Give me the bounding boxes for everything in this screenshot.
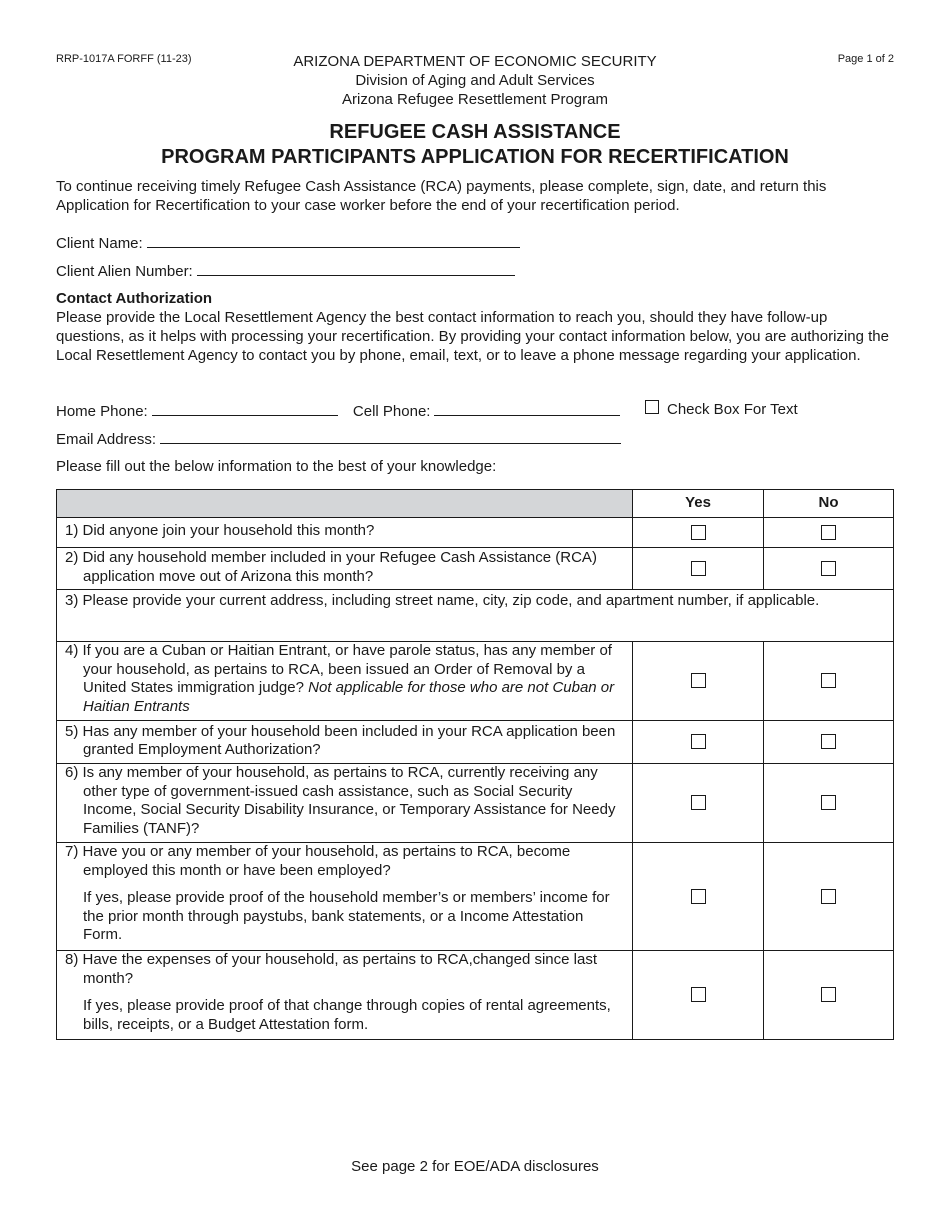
email-label: Email Address: (56, 431, 157, 448)
cell-phone-label: Cell Phone: (352, 403, 431, 420)
table-row (57, 843, 894, 951)
client-name-field[interactable] (147, 233, 520, 248)
q8-yes-checkbox[interactable] (691, 987, 706, 1002)
question-8-text: 8) Have the expenses of your household, as pertains to RCA,changed since last month? (65, 951, 597, 987)
contact-heading: Contact Authorization (56, 290, 213, 307)
question-2: 2) Did any household member included in your Refugee Cash Assistance (RCA) application move out of Arizona this month? (57, 548, 633, 590)
text-checkbox-label: Check Box For Text (667, 401, 798, 418)
q7-yes-checkbox[interactable] (691, 889, 706, 904)
title-line-2: PROGRAM PARTICIPANTS APPLICATION FOR RECERTIFICATION (161, 146, 789, 168)
question-8-followup: If yes, please provide proof of that change through copies of rental agreements, bills, receipts, or a Budget Attestation form. (83, 997, 611, 1033)
client-alien-label: Client Alien Number: (56, 263, 193, 280)
phone-row (56, 401, 620, 421)
questions-table (56, 489, 894, 1040)
client-name-label: Client Name: (56, 235, 143, 252)
q1-no-checkbox[interactable] (821, 525, 836, 540)
header-yes: Yes (633, 490, 764, 518)
contact-body: Please provide the Local Resettlement Agency the best contact information to reach you, should they have follow-up questions, as it helps with processing your recertification. By providing your contact information below, you are authorizing the Local Resettlement Agency to contact you by phone, email, text, or to leave a phone message regarding your application. (56, 309, 889, 364)
agency-name: ARIZONA DEPARTMENT OF ECONOMIC SECURITY (293, 53, 657, 70)
division-name: Division of Aging and Adult Services (355, 72, 595, 89)
q5-no-checkbox[interactable] (821, 734, 836, 749)
table-row (57, 951, 894, 1040)
home-phone-label: Home Phone: (56, 403, 148, 420)
email-row (56, 429, 621, 449)
q4-no-checkbox[interactable] (821, 673, 836, 688)
intro-text: To continue receiving timely Refugee Cash Assistance (RCA) payments, please complete, sign, date, and return this Application for Recertification to your case worker before the end of your recertification period. (56, 178, 827, 214)
text-checkbox-row (645, 400, 798, 419)
q7-no-checkbox[interactable] (821, 889, 836, 904)
question-6: 6) Is any member of your household, as pertains to RCA, currently receiving any other type of government-issued cash assistance, such as Social Security Income, Social Security Disability Insurance, or Temporary Assistance for Needy Families (TANF)? (57, 764, 633, 843)
table-row (57, 518, 894, 548)
q5-yes-checkbox[interactable] (691, 734, 706, 749)
question-7-text: 7) Have you or any member of your household, as pertains to RCA, become employed this month or have been employed? (65, 843, 571, 879)
q2-no-checkbox[interactable] (821, 561, 836, 576)
table-header-row (57, 490, 894, 518)
question-7-followup: If yes, please provide proof of the household member’s or members’ income for the prior month through paystubs, bank statements, or a Income Attestation Form. (83, 889, 610, 943)
page-number: Page 1 of 2 (837, 53, 894, 65)
question-3[interactable] (57, 590, 894, 642)
title-line-1: REFUGEE CASH ASSISTANCE (329, 121, 621, 143)
cell-phone-field[interactable] (434, 401, 620, 416)
question-4-text: 4) If you are a Cuban or Haitian Entrant, or have parole status, has any member of your household, as pertains to RCA, been issued an Order of Removal by a United States immigration judge? (65, 642, 612, 696)
q6-yes-checkbox[interactable] (691, 795, 706, 810)
form-title (0, 120, 950, 170)
table-row (57, 764, 894, 843)
table-row (57, 548, 894, 590)
question-4-note: Not applicable for those who are not Cuban or Haitian Entrants (83, 679, 615, 715)
client-alien-field[interactable] (197, 261, 515, 276)
q4-yes-checkbox[interactable] (691, 673, 706, 688)
form-code: RRP-1017A FORFF (11-23) (56, 53, 192, 65)
table-row (57, 590, 894, 642)
fill-instruction: Please fill out the below information to the best of your knowledge: (56, 458, 497, 475)
question-5: 5) Has any member of your household been included in your RCA application been granted Employment Authorization? (57, 721, 633, 764)
client-name-row (56, 233, 520, 253)
question-7 (57, 843, 633, 951)
q2-yes-checkbox[interactable] (691, 561, 706, 576)
question-8 (57, 951, 633, 1040)
question-4 (57, 642, 633, 721)
footer-note: See page 2 for EOE/ADA disclosures (351, 1158, 599, 1175)
header-no: No (764, 490, 894, 518)
program-name: Arizona Refugee Resettlement Program (342, 91, 608, 108)
header-blank (57, 490, 633, 518)
q1-yes-checkbox[interactable] (691, 525, 706, 540)
table-row (57, 721, 894, 764)
question-1: 1) Did anyone join your household this month? (57, 518, 633, 548)
text-checkbox[interactable] (645, 400, 659, 414)
q6-no-checkbox[interactable] (821, 795, 836, 810)
home-phone-field[interactable] (152, 401, 338, 416)
client-alien-row (56, 261, 515, 281)
question-3-text: 3) Please provide your current address, including street name, city, zip code, and apartment number, if applicable. (65, 592, 820, 609)
contact-section (56, 289, 896, 365)
agency-header (0, 52, 950, 109)
email-field[interactable] (160, 429, 621, 444)
table-row (57, 642, 894, 721)
q8-no-checkbox[interactable] (821, 987, 836, 1002)
